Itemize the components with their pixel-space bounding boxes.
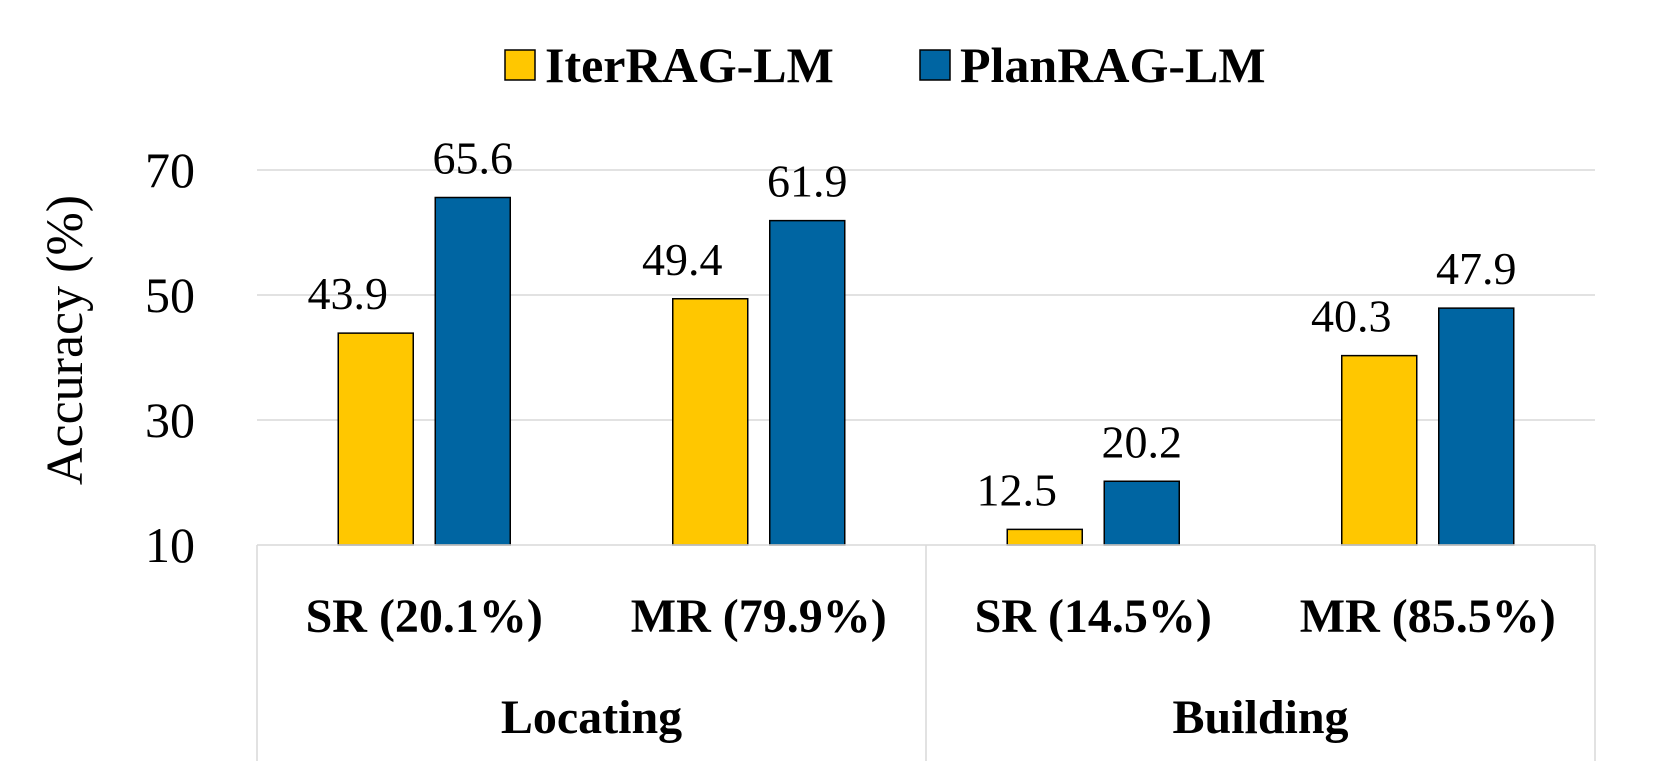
y-tick-label: 10	[145, 517, 195, 573]
bar-iterrag-lm-4	[1342, 356, 1417, 545]
y-tick-label: 70	[145, 142, 195, 198]
bar-planrag-lm-1	[435, 198, 510, 546]
bars	[338, 198, 1514, 546]
x-category-label: MR (79.9%)	[630, 590, 887, 643]
legend-label-iterrag: IterRAG-LM	[545, 37, 834, 93]
x-group-label: Locating	[500, 691, 683, 744]
value-label: 40.3	[1311, 290, 1392, 342]
value-label: 47.9	[1436, 243, 1517, 295]
bar-iterrag-lm-3	[1007, 529, 1082, 545]
legend-label-planrag: PlanRAG-LM	[960, 37, 1266, 93]
legend	[505, 37, 1266, 93]
x-category-label: MR (85.5%)	[1299, 590, 1556, 643]
legend-swatch-iterrag	[505, 50, 535, 80]
bar-iterrag-lm-2	[673, 299, 748, 545]
x-category-label: SR (14.5%)	[974, 590, 1212, 643]
bar-iterrag-lm-1	[338, 333, 413, 545]
value-label: 43.9	[307, 268, 388, 320]
category-table	[257, 545, 1595, 761]
value-label: 65.6	[432, 132, 513, 184]
value-label: 49.4	[642, 233, 723, 285]
value-label: 61.9	[767, 155, 848, 207]
y-tick-label: 30	[145, 392, 195, 448]
bar-planrag-lm-4	[1439, 308, 1514, 545]
x-group-label: Building	[1172, 691, 1349, 744]
value-label: 20.2	[1101, 416, 1182, 468]
bar-planrag-lm-2	[770, 221, 845, 545]
y-axis-ticks	[145, 142, 195, 573]
value-label: 12.5	[976, 464, 1057, 516]
y-axis-title: Accuracy (%)	[37, 194, 94, 486]
x-category-label: SR (20.1%)	[305, 590, 543, 643]
bar-planrag-lm-3	[1104, 481, 1179, 545]
legend-swatch-planrag	[920, 50, 950, 80]
y-tick-label: 50	[145, 267, 195, 323]
